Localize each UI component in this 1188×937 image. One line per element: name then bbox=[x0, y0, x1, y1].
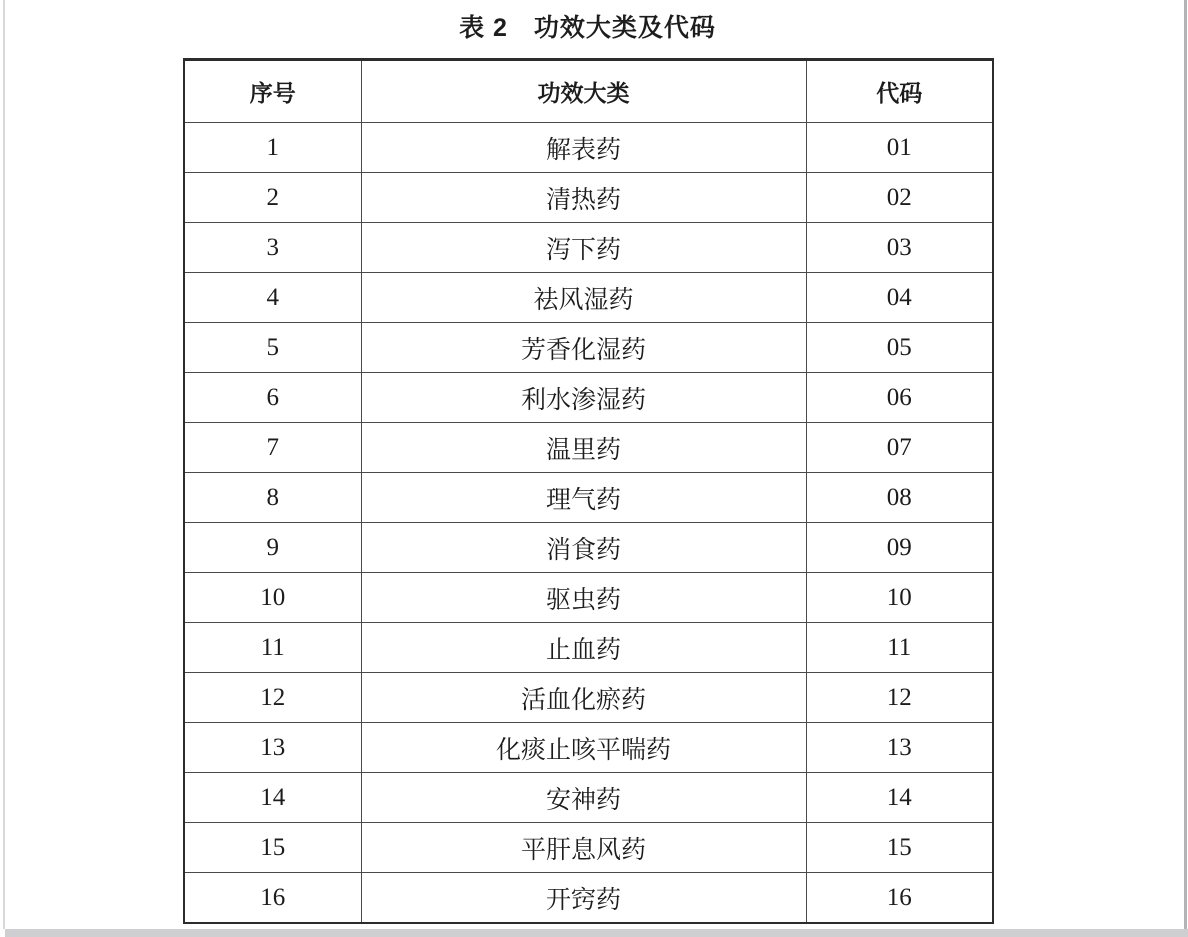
code-cell: 09 bbox=[806, 523, 993, 573]
code-cell: 08 bbox=[806, 473, 993, 523]
table-row bbox=[184, 123, 993, 173]
category-cell: 清热药 bbox=[361, 173, 806, 223]
serial-cell: 2 bbox=[184, 173, 361, 223]
table-header bbox=[184, 60, 993, 123]
code-cell: 06 bbox=[806, 373, 993, 423]
code-cell: 01 bbox=[806, 123, 993, 173]
category-cell: 芳香化湿药 bbox=[361, 323, 806, 373]
code-cell: 14 bbox=[806, 773, 993, 823]
code-cell: 02 bbox=[806, 173, 993, 223]
category-cell: 开窍药 bbox=[361, 873, 806, 924]
column-header-code: 代码 bbox=[806, 60, 993, 123]
table-header-row bbox=[184, 60, 993, 123]
table-row bbox=[184, 623, 993, 673]
table-row bbox=[184, 823, 993, 873]
category-cell: 平肝息风药 bbox=[361, 823, 806, 873]
serial-cell: 13 bbox=[184, 723, 361, 773]
table-row bbox=[184, 723, 993, 773]
table-body bbox=[184, 123, 993, 924]
category-cell: 温里药 bbox=[361, 423, 806, 473]
category-cell: 驱虫药 bbox=[361, 573, 806, 623]
category-cell: 解表药 bbox=[361, 123, 806, 173]
code-cell: 03 bbox=[806, 223, 993, 273]
serial-cell: 8 bbox=[184, 473, 361, 523]
category-cell: 祛风湿药 bbox=[361, 273, 806, 323]
page-left-edge-line bbox=[3, 0, 5, 929]
table-row bbox=[184, 323, 993, 373]
code-cell: 10 bbox=[806, 573, 993, 623]
table-row bbox=[184, 173, 993, 223]
table-row bbox=[184, 473, 993, 523]
table-section bbox=[183, 0, 992, 924]
table-row bbox=[184, 773, 993, 823]
serial-cell: 7 bbox=[184, 423, 361, 473]
table-row bbox=[184, 523, 993, 573]
table-row bbox=[184, 223, 993, 273]
table-title: 表 2 功效大类及代码 bbox=[459, 14, 716, 42]
table-row bbox=[184, 873, 993, 924]
efficacy-code-table bbox=[183, 58, 994, 924]
serial-cell: 3 bbox=[184, 223, 361, 273]
category-cell: 活血化瘀药 bbox=[361, 673, 806, 723]
code-cell: 16 bbox=[806, 873, 993, 924]
page-bottom-edge-strip bbox=[5, 929, 1188, 937]
column-header-serial: 序号 bbox=[184, 60, 361, 123]
category-cell: 理气药 bbox=[361, 473, 806, 523]
category-cell: 化痰止咳平喘药 bbox=[361, 723, 806, 773]
serial-cell: 14 bbox=[184, 773, 361, 823]
serial-cell: 16 bbox=[184, 873, 361, 924]
code-cell: 15 bbox=[806, 823, 993, 873]
table-row bbox=[184, 273, 993, 323]
serial-cell: 4 bbox=[184, 273, 361, 323]
serial-cell: 1 bbox=[184, 123, 361, 173]
serial-cell: 6 bbox=[184, 373, 361, 423]
category-cell: 消食药 bbox=[361, 523, 806, 573]
category-cell: 利水渗湿药 bbox=[361, 373, 806, 423]
table-row bbox=[184, 423, 993, 473]
serial-cell: 11 bbox=[184, 623, 361, 673]
category-cell: 止血药 bbox=[361, 623, 806, 673]
table-row bbox=[184, 373, 993, 423]
code-cell: 12 bbox=[806, 673, 993, 723]
code-cell: 11 bbox=[806, 623, 993, 673]
serial-cell: 5 bbox=[184, 323, 361, 373]
column-header-category: 功效大类 bbox=[361, 60, 806, 123]
category-cell: 泻下药 bbox=[361, 223, 806, 273]
table-row bbox=[184, 573, 993, 623]
code-cell: 04 bbox=[806, 273, 993, 323]
code-cell: 05 bbox=[806, 323, 993, 373]
serial-cell: 15 bbox=[184, 823, 361, 873]
serial-cell: 9 bbox=[184, 523, 361, 573]
code-cell: 07 bbox=[806, 423, 993, 473]
category-cell: 安神药 bbox=[361, 773, 806, 823]
code-cell: 13 bbox=[806, 723, 993, 773]
serial-cell: 10 bbox=[184, 573, 361, 623]
table-row bbox=[184, 673, 993, 723]
page-right-edge-line bbox=[1184, 0, 1187, 929]
serial-cell: 12 bbox=[184, 673, 361, 723]
